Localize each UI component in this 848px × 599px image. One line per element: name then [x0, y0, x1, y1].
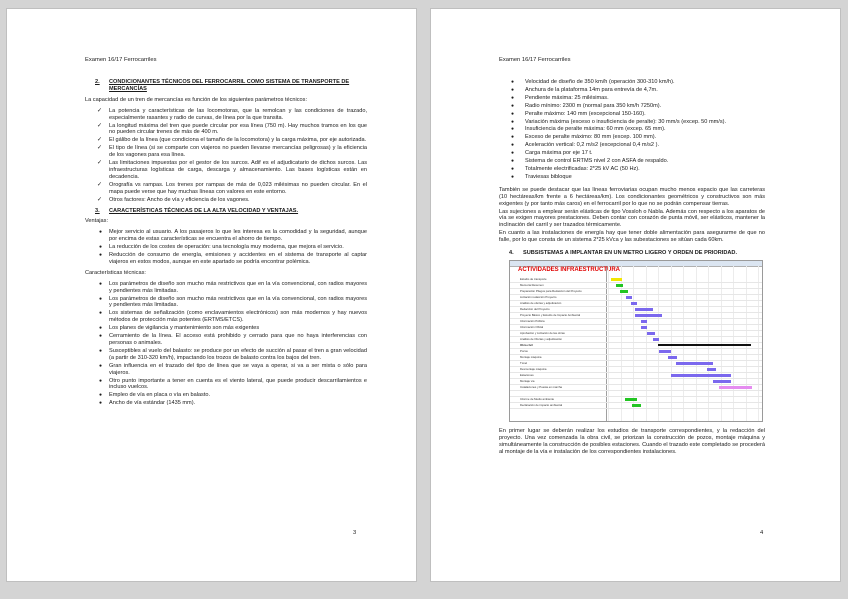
list-item-text: La potencia y características de las locomotoras, que la remolcan y las condiciones de trazado, especialmente rasantes y radio de curvas, de línea por la que transita. — [109, 107, 367, 121]
check-icon: ✓ — [97, 145, 103, 152]
bullet-icon: ● — [99, 310, 103, 317]
list-item — [85, 363, 367, 377]
list-item-text: Variación máxima (exceso o insuficiencia de peralte): 30 mm/s (excep. 50 mm/s). — [525, 118, 727, 125]
subheading: Características técnicas: — [85, 269, 146, 276]
list-item-text: Peralte máximo: 140 mm (excepcional 150-160). — [525, 110, 646, 117]
list-item-text: Insuficiencia de peralte máxima: 60 mm (excep. 65 mm). — [525, 126, 666, 133]
check-icon: ✓ — [97, 196, 103, 203]
gantt-task-bar — [713, 380, 731, 383]
checklist-item — [85, 197, 367, 204]
list-item-text: Carga máxima por eje 17 t. — [525, 150, 593, 157]
gantt-task-label: Obra civil — [520, 342, 533, 347]
check-icon: ✓ — [97, 107, 103, 114]
gantt-task-bar — [653, 338, 659, 341]
paragraph: En primer lugar se deberán realizar los estudios de transporte correspondientes, y la redacción del proyecto. Una vez comenzada la obra civil, se priorizan la construcción de pozos, montaje máquina y simultáneamente la construcción de posibles estaciones. Cuando el trazado este completado se procederá al montaje de la vía e instalación de los correspondientes instalaciones. — [499, 427, 765, 455]
bullet-icon: ● — [99, 229, 103, 236]
gantt-task-bar — [647, 332, 655, 335]
check-icon: ✓ — [97, 160, 103, 167]
checklist-item — [85, 182, 367, 196]
check-icon: ✓ — [97, 137, 103, 144]
checklist-item — [85, 145, 367, 159]
list-item — [85, 378, 367, 392]
gantt-task-bar — [620, 290, 628, 293]
list-item-text: Los parámetros de diseño son mucho más restrictivos que en la vía convencional, con radios mayores y pendientes más limitadas. — [109, 295, 367, 309]
gantt-task-label: Túnel — [520, 360, 527, 365]
bullet-icon: ● — [511, 165, 515, 172]
list-item — [499, 150, 765, 157]
bullet-list — [85, 229, 367, 266]
gantt-task-label: Estudio de transporte — [520, 276, 547, 281]
list-item-text: Orografía vs rampas. Los trenes por rampas de más de 0,023 milésimas no pueden circular. En el mapa puede verse que hay muchas líneas con valores en este entorno. — [109, 181, 367, 195]
list-item — [85, 229, 367, 243]
list-item-text: El tipo de línea (si se comparte con viajeros no pueden llevarse mercancías peligrosas) y la eficiencia de los vagones para esa línea. — [109, 145, 367, 159]
bullet-icon: ● — [511, 94, 515, 101]
bullet-icon: ● — [511, 79, 515, 85]
page-number: 3 — [353, 530, 357, 537]
running-header: Examen 16/17 Ferrocarriles — [85, 57, 157, 63]
list-item — [499, 103, 765, 110]
list-item-text: Otros factores: Ancho de vía y eficiencia de los vagones. — [109, 196, 250, 203]
list-item — [85, 281, 367, 295]
list-item — [85, 325, 367, 332]
gantt-task-bar — [625, 398, 637, 401]
bullet-icon: ● — [511, 118, 515, 125]
gantt-task-label: Licitación redacción Proyecto — [520, 294, 557, 299]
gantt-task-label: Redacción del Proyecto — [520, 306, 550, 311]
gantt-task-bar — [635, 314, 662, 317]
gantt-task-bar — [631, 302, 637, 305]
gantt-chart-image — [509, 260, 763, 422]
list-item-text: La longitud máxima del tren que puede circular por esa línea (750 m). Hay muchos tramos en los que no pueden circular trenes de más de 400 m. — [109, 122, 367, 136]
gantt-task-label: Preparación Pliegos para Redacción del Proyecto — [520, 288, 582, 293]
bullet-icon: ● — [511, 126, 515, 133]
bullet-icon: ● — [511, 134, 515, 141]
gantt-task-bar — [676, 362, 714, 365]
gantt-title: ACTIVIDADES INFRAESTRUCTURA — [518, 266, 620, 273]
page-number: 4 — [760, 530, 764, 537]
list-item — [499, 142, 765, 149]
bullet-icon: ● — [99, 392, 103, 399]
list-item-text: El gálibo de la línea (que condiciona el tamaño de la locomotora) y la carga máxima, por eje autorizada. — [109, 137, 367, 144]
checklist-item — [85, 108, 367, 122]
gantt-task-label: Declaración de impacto ambiental — [520, 402, 563, 407]
gantt-task-row — [510, 403, 762, 409]
list-item — [499, 111, 765, 118]
bullet-icon: ● — [99, 252, 103, 259]
section-title: CONDICIONANTES TÉCNICOS DEL FERROCARRIL COMO SISTEMA DE TRANSPORTE DE MERCANCÍAS — [109, 79, 350, 92]
running-header: Examen 16/17 Ferrocarriles — [499, 57, 571, 63]
list-item — [499, 174, 765, 181]
list-item-text: Totalmente electrificadas: 2*25 kV AC (50 Hz). — [525, 165, 640, 172]
gantt-task-label: Montaje vía — [520, 378, 535, 383]
bullet-icon: ● — [511, 102, 515, 109]
gantt-task-bar — [658, 344, 751, 346]
bullet-icon: ● — [511, 86, 515, 93]
gantt-task-bar — [659, 350, 671, 353]
list-item — [499, 166, 765, 173]
gantt-task-label: Desmontaje máquina — [520, 366, 547, 371]
gantt-task-label: Aprobación y Licitación de las obras — [520, 330, 565, 335]
section-heading: 3. CARACTERÍSTICAS TÉCNICAS DE LA ALTA VELOCIDAD Y VENTAJAS. — [95, 207, 299, 214]
gantt-task-bar — [616, 284, 624, 287]
bullet-icon: ● — [511, 158, 515, 165]
paragraph: Las sujeciones a emplear serán elásticas de tipo Vossloh o Nabla. Además con respecto a los aparatos de vía se exigen mayores prestaciones. Deben contar con corazón de punta móvil, ser elásticos, mantener la inclinación del carril y ser trazados térmicamente. — [499, 208, 765, 229]
gantt-task-label: Análisis de Ofertas y adjudicación — [520, 336, 562, 341]
gantt-task-label: Información Pública — [520, 318, 545, 323]
list-item — [499, 158, 765, 165]
list-item — [499, 95, 765, 102]
list-item-text: Reducción de consumo de energía, emisiones y accidentes en el sistema de transporte al captar viajeros en estos modos, aunque en este apartado se podría encontrar polémica. — [109, 252, 367, 265]
section-heading: 4. SUBSISTEMAS A IMPLANTAR EN UN METRO LIGERO Y ORDEN DE PRIORIDAD. — [509, 250, 738, 257]
list-item-text: Cerramiento de la línea. El acceso está prohibido y cerrado para que no haya interferencias con personas o animales. — [109, 333, 367, 346]
list-item — [499, 134, 765, 141]
list-item — [85, 333, 367, 347]
check-icon: ✓ — [97, 181, 103, 188]
list-item — [499, 87, 765, 94]
list-item — [499, 126, 765, 133]
bullet-list — [499, 79, 765, 181]
bullet-icon: ● — [99, 400, 103, 407]
section-title: SUBSISTEMAS A IMPLANTAR EN UN METRO LIGERO Y ORDEN DE PRIORIDAD. — [523, 250, 738, 257]
bullet-icon: ● — [511, 173, 515, 180]
paragraph: La capacidad de un tren de mercancías es función de los siguientes parámetros técnicos: — [85, 96, 308, 103]
bullet-icon: ● — [511, 110, 515, 117]
gantt-task-bar — [641, 326, 647, 329]
bullet-icon: ● — [99, 244, 103, 251]
gantt-task-label: Instalaciones y Puesta en marcha — [520, 384, 562, 389]
paragraph: También se puede destacar que las líneas ferroviarias ocupan mucho menos espacio que las carreteras (10 hectáreas/km frente a 6 hectáreas/km). Los condicionantes geométricos y constructivos son más exigentes (y por tanto más caros) en el ferrocarril por lo que no se podrán compensar tierras. — [499, 186, 765, 207]
gantt-task-bar — [611, 278, 622, 281]
list-item — [85, 252, 367, 266]
list-item-text: Ancho de vía estándar (1435 mm). — [109, 400, 196, 407]
list-item-text: Los parámetros de diseño son mucho más restrictivos que en la vía convencional, con radios mayores y pendientes más limitadas. — [109, 280, 367, 294]
list-item — [85, 392, 367, 399]
list-item-text: Los planes de vigilancia y mantenimiento son más exigentes — [109, 325, 260, 332]
list-item-text: Exceso de peralte máximo: 80 mm (excep. 100 mm). — [525, 134, 657, 141]
gantt-task-bar — [671, 374, 731, 377]
gantt-task-bar — [632, 404, 641, 407]
gantt-task-label: Memoria Resumen — [520, 282, 544, 287]
list-item — [85, 244, 367, 251]
gantt-task-bar — [719, 386, 752, 389]
list-item-text: Sistema de control ERTMS nivel 2 con ASFA de respaldo. — [525, 158, 669, 165]
bullet-icon: ● — [99, 295, 103, 302]
list-item — [499, 119, 765, 126]
list-item-text: Gran influencia en el trazado del tipo de línea que se vaya a operar, si va a ser mixta o sólo para viajeros. — [109, 362, 367, 376]
gantt-task-bar — [626, 296, 632, 299]
list-item — [499, 79, 765, 86]
list-item-text: Otro punto importante a tener en cuenta es el viento lateral, que puede producir descarrilamientos e incluso vuelcos. — [109, 377, 367, 391]
bullet-icon: ● — [99, 333, 103, 340]
section-title: CARACTERÍSTICAS TÉCNICAS DE LA ALTA VELOCIDAD Y VENTAJAS. — [109, 207, 299, 214]
gantt-task-bar — [668, 356, 677, 359]
subheading: Ventajas: — [85, 218, 109, 225]
checklist — [85, 108, 367, 204]
bullet-icon: ● — [99, 362, 103, 369]
list-item-text: La reducción de los costes de operación: una tecnología muy moderna, que mejora el servicio. — [109, 244, 344, 251]
check-icon: ✓ — [97, 122, 103, 129]
gantt-task-bar — [707, 368, 716, 371]
list-item — [85, 310, 367, 324]
gantt-task-bar — [635, 308, 653, 311]
checklist-item — [85, 123, 367, 137]
list-item-text: Aceleración vertical: 0,2 m/s2 (excepcional 0,4 m/s2 ). — [525, 142, 659, 149]
checklist-item — [85, 137, 367, 144]
gantt-task-label: Montaje máquina — [520, 354, 542, 359]
list-item-text: Pendiente máxima: 25 milésimas. — [525, 94, 609, 101]
list-item-text: Las limitaciones impuestas por el gestor de los surcos. Adif es el adjudicatario de dichos surcos. Las infraestructuras logísticas de carga, descarga y almacenamiento. Las bases logísticas están en decadencia. — [109, 160, 367, 180]
list-item-text: Mejor servicio al usuario. A los pasajeros lo que les interesa es la comodidad y la seguridad, aunque por encima de estas características se encuentra el ahorro de tiempo. — [109, 229, 367, 243]
gantt-task-label: Informe de Medio ambiente — [520, 396, 555, 401]
list-item — [85, 400, 367, 407]
gantt-task-label: Proyecto Básico y Estudio de Impacto Ambiental — [520, 312, 581, 317]
list-item-text: Radio mínimo: 2300 m (normal para 350 km/h 7250m). — [525, 102, 662, 109]
list-item-text: Los sistemas de señalización (como enclavamientos electrónicos) son más modernos y hay nuevos métodos de protección más potentes (ERTMS/ETCS). — [109, 310, 367, 324]
list-item-text: Velocidad de diseño de 350 km/h (operación 300-310 km/h). — [525, 79, 675, 85]
document-page-3 — [6, 8, 417, 582]
gantt-task-label: Análisis de ofertas y adjudicación — [520, 300, 562, 305]
gantt-task-label: Información Oficial — [520, 324, 544, 329]
document-page-4 — [430, 8, 841, 582]
bullet-icon: ● — [511, 142, 515, 149]
bullet-list — [85, 281, 367, 407]
list-item-text: Traviesas bibloque — [525, 173, 572, 180]
section-heading: 2. CONDICIONANTES TÉCNICOS DEL FERROCARRIL COMO SISTEMA DE TRANSPORTE DE MERCANCÍAS — [85, 79, 367, 93]
paragraph: En cuanto a las instalaciones de energía hay que tener doble alimentación para asegurarme de que no falle, por lo que consta de un sistema 2*25 kVca y las subestaciones se sitúan cada 60km. — [499, 230, 765, 244]
page-body — [85, 79, 367, 411]
list-item — [85, 348, 367, 362]
page-body — [499, 79, 765, 460]
bullet-icon: ● — [99, 325, 103, 332]
list-item-text: Anchura de la plataforma 14m para entrevía de 4,7m. — [525, 86, 658, 93]
bullet-icon: ● — [99, 377, 103, 384]
list-item-text: Empleo de vía en placa o vía en balasto. — [109, 392, 211, 399]
bullet-icon: ● — [99, 347, 103, 354]
bullet-icon: ● — [511, 150, 515, 157]
gantt-task-label: Pozos — [520, 348, 528, 353]
gantt-task-bar — [641, 320, 647, 323]
gantt-task-label: Estaciones — [520, 372, 534, 377]
checklist-item — [85, 160, 367, 181]
bullet-icon: ● — [99, 280, 103, 287]
list-item — [85, 296, 367, 310]
list-item-text: Susceptibles al vuelo del balasto: se produce por un efecto de succión al pasar el tren a gran velocidad (a partir de 310-320 km/h), impactando los trozos de balasto contra los bajos del tren. — [109, 347, 367, 361]
